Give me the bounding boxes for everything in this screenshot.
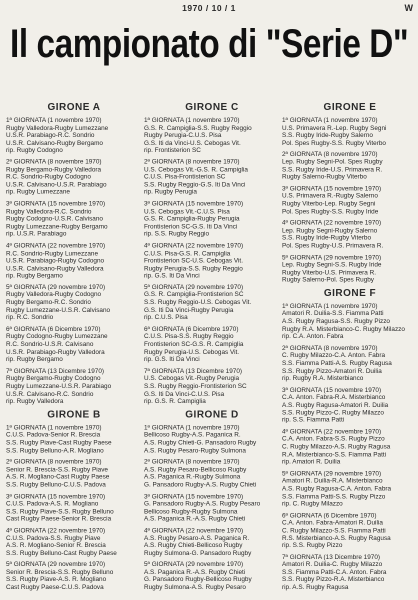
fixture-line: C. Rugby Milazzo-S.S. Fiamma Patti <box>282 527 386 535</box>
fixture-line: Senior R. Brescia-S.S. Rugby Belluno <box>6 568 114 576</box>
giornata-block <box>282 117 418 147</box>
fixture-line: G. Pansadoro Rugby-A.S. Rugby Pesaro <box>144 500 261 508</box>
giornata-heading: 4ª GIORNATA (22 novembre 1970) <box>282 428 382 436</box>
fixture-line: C. Rugby Milazzo-C.A. Anton. Fabra <box>282 352 386 360</box>
corner-mark: W <box>404 3 413 13</box>
giornata-heading: 7ª GIORNATA (13 Dicembre 1970) <box>6 367 105 375</box>
fixture-line: S.S. Rugby Iride-Rugby Viterbo <box>282 234 372 242</box>
fixture-line: Rugby Codogno-Rugby Lumezzane <box>6 333 108 341</box>
fixture-line: Rugby Sulmona-A.S. Rugby Pesaro <box>144 584 246 592</box>
giornata-heading: 5ª GIORNATA (29 novembre 1970) <box>282 253 382 261</box>
giornata-heading: 2ª GIORNATA (8 novembre 1970) <box>282 151 378 159</box>
fixture-line: Rugby Perugia-S.S. Rugby Reggio <box>144 265 243 272</box>
fixture-line: Rugby Lumezzane-U.S.R. Calvisano <box>6 306 111 314</box>
fixture-line: G. Pansadoro Rugby-A.S. Rugby Chieti <box>144 481 257 489</box>
fixture-line: Rugby Valledora-Rugby Lumezzane <box>6 124 109 132</box>
giornata-heading: 4ª GIORNATA (22 novembre 1970) <box>144 242 244 250</box>
fixture-line: Rugby Perugia-U.S. Cebogas Vit. <box>144 348 240 356</box>
giornata-heading: 5ª GIORNATA (29 novembre 1970) <box>144 561 244 569</box>
giornata-heading: 1ª GIORNATA (1 novembre 1970) <box>282 303 378 311</box>
giornata-block <box>6 561 142 591</box>
fixture-line: Rugby Salerno-Pol. Spes Rugby <box>282 276 375 284</box>
fixture-line: C.U.S. Padova-Senior R. Brescia <box>6 432 101 440</box>
fixture-line: R.C. Sondrio-Rugby Lumezzane <box>6 249 98 257</box>
giornata-block <box>144 159 280 197</box>
fixture-line: Amatori R. Duilia-R.A. Misterbianco <box>282 477 383 485</box>
fixture-line: rip. Rugby Valledora <box>6 397 64 405</box>
fixture-line: Lep. Rugby Segni-Rugby Salerno <box>282 227 378 235</box>
column-3 <box>282 100 418 596</box>
giornata-block <box>6 284 142 322</box>
fixture-line: G.S. R. Campiglia-S.S. Rugby Reggio <box>144 124 252 132</box>
giornata-block <box>144 424 280 454</box>
giornata-block <box>144 527 280 557</box>
fixture-line: U.S.R. Calvisano-Rugby Bergamo <box>6 139 103 147</box>
giornata-block <box>144 201 280 239</box>
fixture-line: Rugby Viterbo-Lep. Rugby Segni <box>282 200 376 208</box>
giornata-heading: 1ª GIORNATA (1 novembre 1970) <box>144 424 240 432</box>
fixture-line: A.S. Rugby Ragusa-C.A. Anton. Fabra <box>282 485 392 493</box>
fixture-line: A.S. Rugby Chieti-G. Pansadoro Rugby <box>144 439 257 447</box>
fixture-line: rip. C.A. Anton. Fabra <box>282 333 344 341</box>
giornata-block <box>282 470 418 508</box>
giornata-heading: 2ª GIORNATA (8 novembre 1970) <box>282 344 378 352</box>
fixture-line: rip. C.U.S. Pisa <box>144 314 188 322</box>
fixture-line: Pol. Spes Rugby-U.S. Primavera R. <box>282 242 384 250</box>
girone-heading: GIRONE E <box>323 101 377 113</box>
fixture-line: Pol. Spes Rugby-S.S. Rugby Iride <box>282 208 379 216</box>
fixture-line: S.S. Rugby Pizzo-R.A. Misterbianco <box>282 576 385 584</box>
fixture-line: Rugby Sulmona-G. Pansadoro Rugby <box>144 549 252 557</box>
fixture-line: C.U.S. Pisa-Frontisterion SC <box>144 173 226 181</box>
fixture-line: rip. G.S. Iti Da Vinci <box>144 272 200 280</box>
fixture-line: A.S. Rugby Pesaro-A.S. Paganica R. <box>144 534 250 542</box>
girone-group <box>282 102 418 284</box>
fixture-line: Rugby Codogno-U.S.R. Calvisano <box>6 215 103 223</box>
fixture-line: G. Pansadoro Rugby-Bellicoso Rugby <box>144 576 252 584</box>
fixture-line: R.S. Misterbianco-A.S. Rugby Ragusa <box>282 534 391 542</box>
fixture-line: Rugby Valledora-Rugby Codogno <box>6 291 102 299</box>
fixture-line: Rugby Lumezzane-Rugby Bergamo <box>6 223 108 231</box>
giornata-block <box>6 242 142 280</box>
fixture-line: S.S. Rugby Belluno-C.U.S. Padova <box>6 481 106 489</box>
fixture-line: rip. U.S.R. Parabiago <box>6 230 67 238</box>
fixture-line: G.S. Iti da Vinci-U.S. Cebogas Vit. <box>144 139 241 147</box>
giornata-block <box>282 303 418 341</box>
fixture-line: rip. S.S. Rugby Pizzo <box>282 542 343 550</box>
giornata-block <box>282 254 418 284</box>
fixture-line: Cast Rugby Paese-Senior R. Brescia <box>6 515 112 523</box>
fixture-line: R.C. Sondrio-U.S.R. Calvisano <box>6 341 94 349</box>
fixture-line: S.S. Fiamma Patti-C.A. Anton. Fabra <box>282 568 387 576</box>
fixture-line: Amatori R. Duilia-S.S. Fiamma Patti <box>282 310 384 318</box>
giornata-block <box>6 424 142 454</box>
giornata-heading: 2ª GIORNATA (8 novembre 1970) <box>6 458 102 466</box>
giornata-block <box>6 459 142 489</box>
fixture-line: Cast Rugby Paese-C.U.S. Padova <box>6 584 104 592</box>
giornata-block <box>6 159 142 197</box>
giornata-block <box>6 326 142 364</box>
giornata-heading: 5ª GIORNATA (29 novembre 1970) <box>6 561 106 569</box>
issue-date: 1970 / 10 / 1 <box>182 3 236 13</box>
fixture-line: rip. Rugby Codogno <box>6 147 63 155</box>
giornata-heading: 5ª GIORNATA (29 novembre 1970) <box>6 284 106 292</box>
column-2 <box>144 100 280 596</box>
giornata-heading: 4ª GIORNATA (22 novembre 1970) <box>6 527 106 535</box>
fixture-line: C.A. Anton. Fabra-Amatori R. Duilia <box>282 519 383 527</box>
fixture-line: U.S.R. Calvisano-U.S.R. Parabiago <box>6 181 107 189</box>
fixture-line: S.S. Rugby Piave-A.S. R. Mogliano <box>6 576 107 584</box>
giornata-heading: 3ª GIORNATA (15 novembre 1970) <box>6 492 106 500</box>
fixture-line: Bellicoso Rugby-A.S. Paganica R. <box>144 432 241 440</box>
fixture-line: C.U.S. Padova-S.S. Rugby Piave <box>6 534 101 542</box>
fixture-line: Frontisterion SC-U.S. Cebogas Vit. <box>144 257 243 265</box>
fixture-line: U.S.R. Parabiago-R.C. Sondrio <box>6 132 95 140</box>
giornata-block <box>282 345 418 383</box>
fixture-line: rip. C. Rugby Milazzo <box>282 500 343 508</box>
giornata-block <box>282 512 418 550</box>
fixture-line: A.S. Paganica R.-A.S. Rugby Chieti <box>144 568 246 576</box>
fixture-line: rip. G.S. Iti Da Vinci <box>144 356 200 364</box>
fixture-line: Frontisterion SC-G.S. R. Campiglia <box>144 341 244 349</box>
page-title: Il campionato di "Serie D" <box>10 22 409 66</box>
fixture-line: rip. Rugby Lumezzane <box>6 188 70 196</box>
fixture-line: Rugby Viterbo-U.S. Primavera R. <box>282 269 376 276</box>
fixture-line: S.S. Rugby Reggio-U.S. Cebogas Vit. <box>144 299 252 307</box>
giornata-heading: 3ª GIORNATA (15 novembre 1970) <box>282 185 382 193</box>
fixture-line: rip. S.S. Rugby Reggio <box>144 230 210 238</box>
fixture-line: Lep. Rugby Segni-Pol. Spes Rugby <box>282 158 383 166</box>
giornata-heading: 3ª GIORNATA (15 novembre 1970) <box>144 200 244 208</box>
fixture-line: C.A. Anton. Fabra-S.S. Rugby Pizzo <box>282 436 385 443</box>
giornata-heading: 6ª GIORNATA (6 Dicembre 1970) <box>282 512 377 520</box>
fixture-line: Rugby Valledora-R.C. Sondrio <box>6 208 92 216</box>
fixtures-columns <box>6 100 416 600</box>
giornata-block <box>6 201 142 239</box>
fixture-line: S.S. Rugby Pizzo-C. Rugby Milazzo <box>282 409 384 417</box>
girone-heading: GIRONE B <box>47 409 101 421</box>
fixture-line: G.S. R. Campiglia-Frontisterion SC <box>144 291 244 299</box>
giornata-heading: 4ª GIORNATA (22 novembre 1970) <box>6 242 106 250</box>
fixture-line: C.U.S. Pisa-S.S. Rugby Reggio <box>144 333 234 341</box>
giornata-block <box>144 368 280 406</box>
giornata-block <box>144 493 280 523</box>
fixture-line: Senior R. Brescia-S.S. Rugby Piave <box>6 466 108 474</box>
fixture-line: S.S. Fiamma Patti-A.S. Rugby Ragusa <box>282 359 392 367</box>
giornata-heading: 5ª GIORNATA (29 novembre 1970) <box>282 470 382 478</box>
fixture-line: U.S. Cebogas Vit.-G.S. R. Campiglia <box>144 166 248 174</box>
fixture-line: rip. Amatori R. Duilia <box>282 458 341 466</box>
giornata-block <box>6 493 142 523</box>
fixture-line: rip. Rugby Perugia <box>144 188 197 196</box>
giornata-block <box>144 561 280 591</box>
giornata-heading: 3ª GIORNATA (15 novembre 1970) <box>144 492 244 500</box>
fixture-line: R.C. Sondrio-Rugby Codogno <box>6 173 91 181</box>
giornata-block <box>144 459 280 489</box>
fixture-line: Rugby Bergamo-R.C. Sondrio <box>6 299 91 307</box>
giornata-block <box>144 117 280 155</box>
fixture-line: Rugby Lumezzane-U.S.R. Parabiago <box>6 382 112 390</box>
fixture-line: rip. Rugby Bergamo <box>6 272 63 280</box>
fixture-line: A.S. Rugby Pesaro-Bellicoso Rugby <box>144 466 247 474</box>
fixture-line: Rugby Bergamo-Rugby Codogno <box>6 375 101 383</box>
girone-heading: GIRONE F <box>323 288 377 300</box>
fixture-line: S.S. Rugby Piave-S.S. Rugby Belluno <box>6 508 114 516</box>
fixture-line: G.S. Iti Da Vinci-C.U.S. Pisa <box>144 390 225 398</box>
fixture-line: A.S. Rugby Ragusa-Amatori R. Duilia <box>282 401 389 409</box>
giornata-heading: 2ª GIORNATA (8 novembre 1970) <box>144 458 240 466</box>
giornata-block <box>144 326 280 364</box>
giornata-heading: 1ª GIORNATA (1 novembre 1970) <box>6 116 102 124</box>
giornata-heading: 1ª GIORNATA (1 novembre 1970) <box>6 424 102 432</box>
giornata-heading: 4ª GIORNATA (22 novembre 1970) <box>282 219 382 227</box>
fixture-line: S.S. Rugby Piave-Cast Rugby Paese <box>6 439 112 447</box>
fixture-line: A.S. R. Mogliano-Cast Rugby Paese <box>6 473 110 481</box>
fixture-line: rip. S.S. Fiamma Patti <box>282 416 345 424</box>
giornata-heading: 3ª GIORNATA (15 novembre 1970) <box>282 386 382 394</box>
giornata-block <box>282 387 418 425</box>
fixture-line: R.A. Misterbianco-S.S. Fiamma Patti <box>282 451 387 459</box>
fixture-line: S.S. Rugby Belluno-A.R. Mogliano <box>6 447 104 455</box>
fixture-line: A.S. Paganica R.-Rugby Sulmona <box>144 473 241 481</box>
giornata-heading: 6ª GIORNATA (6 Dicembre 1970) <box>144 325 239 333</box>
giornata-block <box>6 368 142 406</box>
fixture-line: Rugby R.A. Misterbianco-C. Rugby Milazzo <box>282 325 405 333</box>
fixture-line: S.S. Rugby Pizzo-Amatori R. Duilia <box>282 367 382 375</box>
fixture-line: A.S. Rugby Chieti-Bellicoso Rugby <box>144 542 243 550</box>
giornata-block <box>282 220 418 250</box>
giornata-block <box>6 527 142 557</box>
fixture-line: rip. Frontisterion SC <box>144 147 201 155</box>
fixture-line: C.U.S. Padova-A.S. R. Mogliano <box>6 500 99 508</box>
giornata-heading: 2ª GIORNATA (8 novembre 1970) <box>6 158 102 166</box>
fixture-line: G.S. Iti Da Vinci-Rugby Perugia <box>144 306 234 314</box>
giornata-heading: 1ª GIORNATA (1 novembre 1970) <box>144 116 240 124</box>
giornata-block <box>282 185 418 215</box>
giornata-block <box>282 428 418 466</box>
fixture-line: U.S.R. Calvisano-Rugby Valledora <box>6 265 104 272</box>
giornata-heading: 1ª GIORNATA (1 novembre 1970) <box>282 116 378 124</box>
giornata-heading: 7ª GIORNATA (13 Dicembre 1970) <box>282 553 381 561</box>
column-1 <box>6 100 142 596</box>
fixture-line: rip. Rugby Bergamo <box>6 356 63 364</box>
fixture-line: U.S.R. Calvisano-R.C. Sondrio <box>6 390 94 398</box>
fixture-line: Lep. Rugby Segni-S.S. Rugby Iride <box>282 261 382 269</box>
fixture-line: Rugby Perugia-C.U.S. Pisa <box>144 132 222 140</box>
giornata-block <box>6 117 142 155</box>
fixture-line: S.S. Rugby Iride-U.S. Primavera R. <box>282 166 383 174</box>
giornata-block <box>282 151 418 181</box>
fixture-line: C.A. Anton. Fabra-R.A. Misterbianco <box>282 394 386 402</box>
fixture-line: S.S. Rugby Reggio-G.S. Iti Da Vinci <box>144 181 246 189</box>
giornata-block <box>144 242 280 280</box>
girone-group <box>282 288 418 592</box>
fixture-line: rip. A.S. Rugby Ragusa <box>282 584 349 592</box>
fixture-line: C. Rugby Milazzo-A.S. Rugby Ragusa <box>282 443 391 451</box>
fixture-line: G.S. R. Campiglia-Rugby Perugia <box>144 215 240 223</box>
giornata-heading: 4ª GIORNATA (22 novembre 1970) <box>144 527 244 535</box>
fixture-line: rip. Rugby R.A. Misterbianco <box>282 375 364 383</box>
fixture-line: U.S. Primavera R.-Rugby Salerno <box>282 192 378 200</box>
fixture-line: S.S. Rugby Iride-Rugby Salerno <box>282 132 373 140</box>
fixture-line: S.S. Fiamma Patti-S.S. Rugby Pizzo <box>282 492 386 500</box>
girone-heading: GIRONE C <box>185 101 239 113</box>
fixture-line: U.S. Primavera R.-Lep. Rugby Segni <box>282 124 387 132</box>
girone-group <box>144 410 280 592</box>
giornata-heading: 7ª GIORNATA (13 Dicembre 1970) <box>144 367 243 375</box>
fixture-line: Frontisterion SC-G.S. Iti Da Vinci <box>144 223 238 231</box>
giornata-block <box>282 554 418 592</box>
fixture-line: U.S.R. Parabiago-Rugby Valledora <box>6 348 105 356</box>
fixture-line: U.S. Cebogas Vit.-C.U.S. Pisa <box>144 208 230 216</box>
girone-heading: GIRONE A <box>47 101 101 113</box>
girone-group <box>6 102 142 406</box>
giornata-heading: 5ª GIORNATA (29 novembre 1970) <box>144 284 244 292</box>
girone-group <box>144 102 280 406</box>
fixture-line: Bellicoso Rugby-Rugby Sulmona <box>144 508 238 516</box>
giornata-heading: 3ª GIORNATA (15 novembre 1970) <box>6 200 106 208</box>
girone-heading: GIRONE D <box>185 409 239 421</box>
fixture-line: C.U.S. Pisa-G.S. R. Campiglia <box>144 249 231 257</box>
giornata-heading: 6ª GIORNATA (6 Dicembre 1970) <box>6 325 101 333</box>
fixture-line: Rugby Salerno-Rugby Viterbo <box>282 173 367 181</box>
fixture-line: S.S. Rugby Belluno-Cast Rugby Paese <box>6 549 117 557</box>
fixture-line: Rugby Bergamo-Rugby Valledora <box>6 166 102 174</box>
fixture-line: A.S. Paganica R.-A.S. Rugby Chieti <box>144 515 246 523</box>
fixture-line: S.S. Rugby Reggio-Frontisterion SC <box>144 382 247 390</box>
fixture-line: A.S. Rugby Pesaro-Rugby Sulmona <box>144 447 246 455</box>
fixture-line: U.S. Cebogas Vit.-Rugby Perugia <box>144 375 240 383</box>
giornata-heading: 2ª GIORNATA (8 novembre 1970) <box>144 158 240 166</box>
giornata-block <box>144 284 280 322</box>
fixture-line: Amatori R. Duilia-C. Rugby Milazzo <box>282 561 383 569</box>
fixture-line: Pol. Spes Rugby-S.S. Rugby Viterbo <box>282 139 386 147</box>
fixture-line: A.S. R. Mogliano-Senior R. Brescia <box>6 542 106 550</box>
girone-group <box>6 410 142 592</box>
fixture-line: U.S.R. Parabiago-Rugby Codogno <box>6 257 105 265</box>
fixture-line: A.S. Rugby Ragusa-S.S. Rugby Pizzo <box>282 318 390 326</box>
fixture-line: rip. R.C. Sondrio <box>6 314 54 322</box>
fixture-line: rip. G.S. R. Campiglia <box>144 397 206 405</box>
